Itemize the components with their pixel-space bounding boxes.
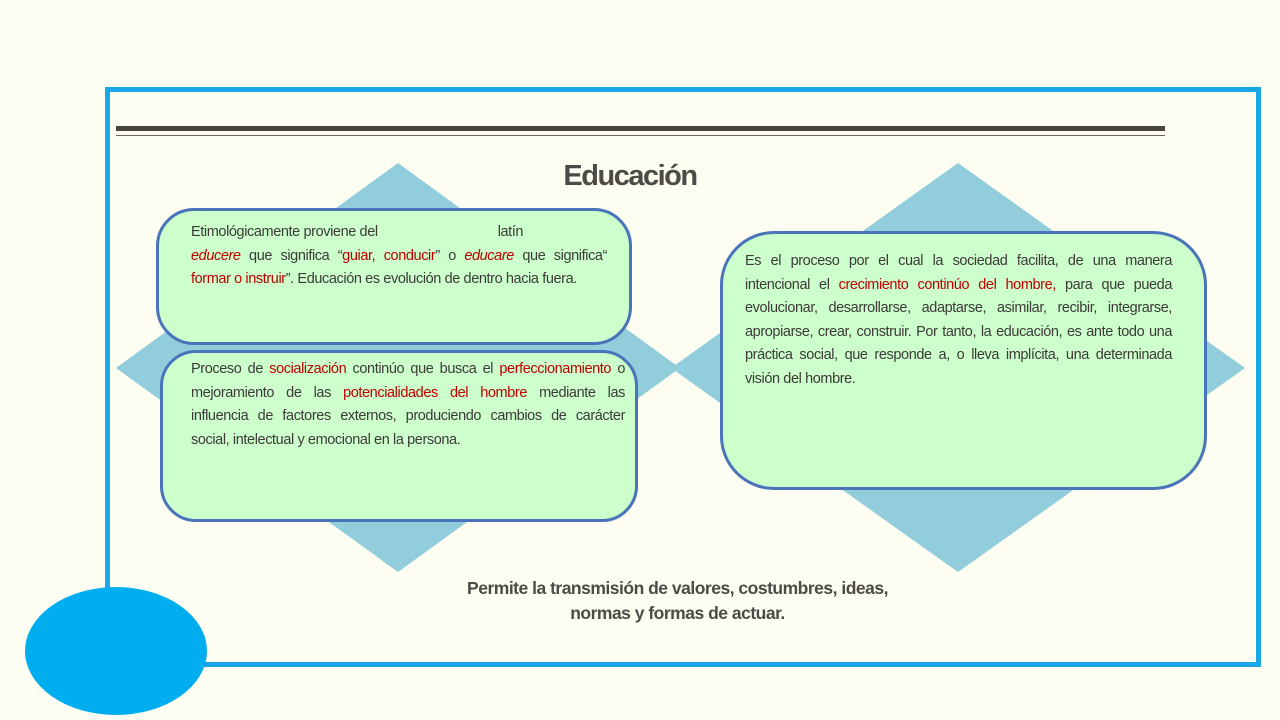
socialization-box xyxy=(160,350,638,522)
term-potencialidades: potencialidades del hombre xyxy=(343,384,527,401)
term-educare: educare xyxy=(464,247,514,264)
socialization-text-1: Proceso de xyxy=(191,361,270,377)
process-box xyxy=(720,231,1207,490)
etymology-box xyxy=(156,208,632,345)
term-crecimiento: crecimiento continúo del hombre, xyxy=(838,276,1056,293)
page-title: Educación xyxy=(563,160,697,192)
footer-statement xyxy=(380,576,975,626)
socialization-text-4: mediante las influencia de factores externos, produciendo cambios de carácter social, intelectual y emocional en la persona. xyxy=(191,384,626,448)
term-educere: educere xyxy=(191,247,241,264)
etymology-text-5: que significa“ xyxy=(513,247,608,264)
footer-line-2: normas y formas de actuar. xyxy=(570,603,785,623)
term-formar: formar o instruir xyxy=(191,271,286,287)
etymology-text-1: Etimológicamente proviene del xyxy=(191,224,378,240)
footer-line-1: Permite la transmisión de valores, costumbres, ideas, xyxy=(467,578,888,598)
socialization-text-2: continúo que busca el xyxy=(346,361,500,377)
etymology-text-4: ” o xyxy=(435,247,465,264)
socialization-text-3: o mejoramiento de las xyxy=(191,361,625,401)
term-guiar: guiar, conducir xyxy=(342,247,436,264)
etymology-text-3: que significa “ xyxy=(240,247,343,264)
process-text-2: para que pueda evolucionar, desarrollarse, adaptarse, asimilar, recibir, integrarse, apropiarse, crear, construir. Por tanto, la educación, es ante todo una práctica social, que responde a, o lleva implícita, una determinada visión del hombre. xyxy=(745,276,1172,387)
term-perfeccionamiento: perfeccionamiento xyxy=(499,361,612,377)
etymology-text-2: latín xyxy=(497,224,524,240)
process-text-1: Es el proceso por el cual la sociedad facilita, de una manera intencional el xyxy=(745,253,1172,293)
etymology-text-6: ”. Educación es evolución de dentro hacia fuera. xyxy=(285,271,577,287)
term-socializacion: socialización xyxy=(269,361,347,377)
decorative-circle xyxy=(25,587,207,715)
